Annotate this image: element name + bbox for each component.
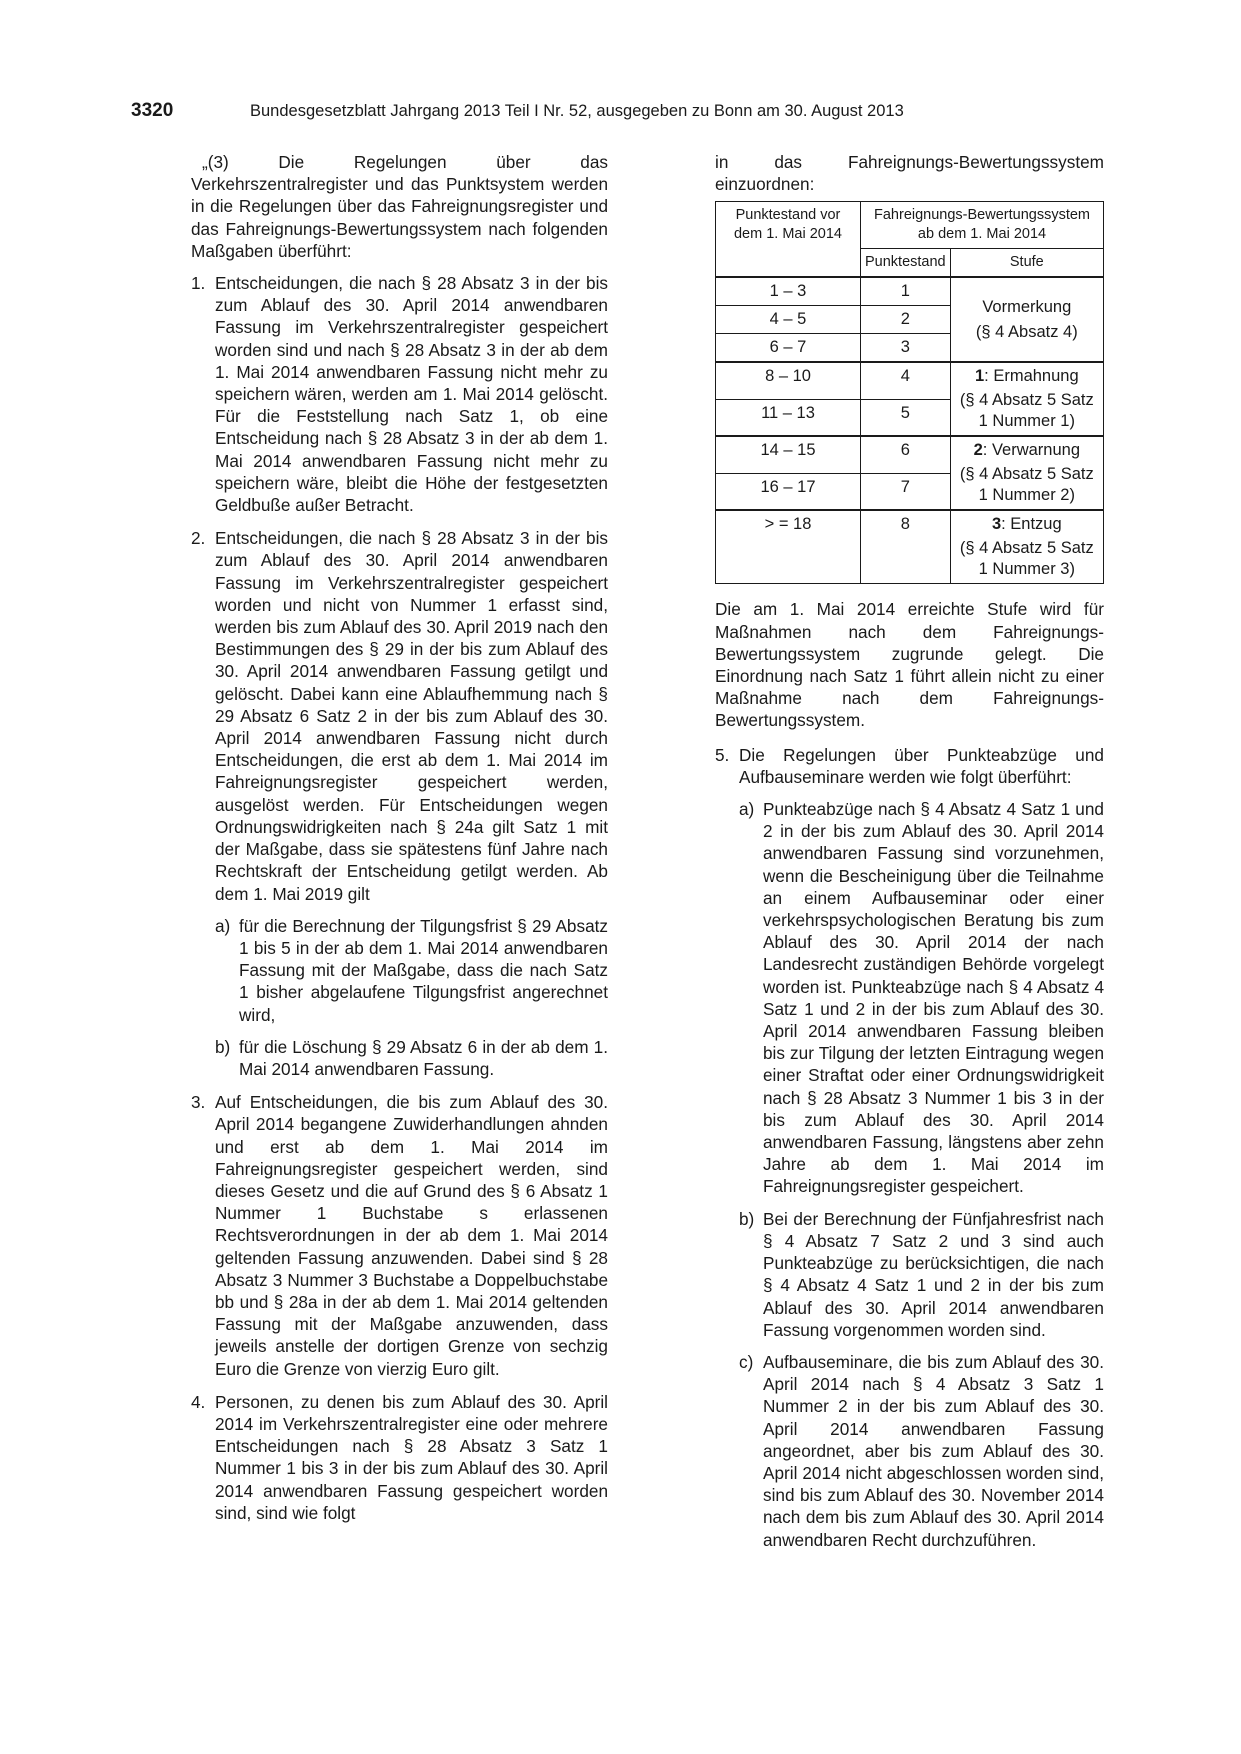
table-cell-stage-1 [950,362,1103,436]
stage-label: Vormerkung [982,297,1072,316]
sub-item-a [739,798,1104,1198]
item-number: 1. [191,273,206,294]
table-cell-range: 16 – 17 [716,473,861,510]
item-number: 5. [715,744,730,765]
sub-item-letter: a) [739,799,755,820]
sub-item-letter: a) [215,915,231,936]
sub-item-text: für die Berechnung der Tilgungsfrist § 29 Absatz 1 bis 5 in der ab dem 1. Mai 2014 anwendbaren Fassung mit der Maßgabe, dass die nach Satz 1 bisher abgelaufene Tilgungsfrist angerechnet wird, [239,915,608,1025]
header-points-before: Punktestand vor dem 1. Mai 2014 [716,202,861,278]
page-number: 3320 [131,100,174,121]
header-points-new: Punktestand [861,249,951,278]
stage-reference: (§ 4 Absatz 5 Satz 1 Nummer 1) [959,391,1094,431]
stage-label [955,366,1099,387]
item-text: Auf Entscheidungen, die bis zum Ablauf des 30. April 2014 begangene Zuwiderhandlungen ahnden und erst ab dem 1. Mai 2014 im Fahreignungsregister gespeichert werden, sind dieses Gesetz und die auf Grund des § 6 Absatz 1 Nummer 1 Buchstabe s erlassenen Rechtsverordnungen in der ab dem 1. Mai 2014 geltenden Fassung anzuwenden. Dabei sind § 28 Absatz 3 Nummer 3 Buchstabe a Doppelbuchstabe bb und § 28a in der ab dem 1. Mai 2014 geltenden Fassung mit der Maßgabe anzuwenden, dass jeweils anstelle der dortigen Grenze von sechzig Euro die Grenze von vierzig Euro gilt. [215,1092,608,1379]
list-item-2 [191,527,608,1080]
item-text: Entscheidungen, die nach § 28 Absatz 3 in der bis zum Ablauf des 30. April 2014 anwendbaren Fassung im Verkehrszentralregister gespeichert worden und nicht von Nummer 1 erfasst sind, werden bis zum Ablauf des 30. April 2019 nach den Bestimmungen des § 29 in der bis zum Ablauf des 30. April 2014 anwendbaren Fassung getilgt und gelöscht. Dabei kann eine Ablaufhemmung nach § 29 Absatz 6 Satz 2 in der bis zum Ablauf des 30. April 2014 anwendbaren Fassung nicht durch Entscheidungen, die erst ab dem 1. Mai 2014 im Fahreignungsregister gespeichert werden, ausgelöst werden. Für Entscheidungen wegen Ordnungswidrigkeiten nach § 24a gilt Satz 1 mit der Maßgabe, dass sie spätestens fünf Jahre nach Rechtskraft der Entscheidung getilgt werden. Ab dem 1. Mai 2019 gilt [215,528,608,904]
item-4-continuation: in das Fahreignungs-Bewertungssystem einzuordnen: [715,152,1104,195]
table-cell-points: 7 [861,473,951,510]
stage-reference: (§ 4 Absatz 4) [975,322,1078,341]
stage-name: : Ermahnung [984,367,1079,386]
stage-number: 2 [973,441,983,460]
stage-reference: (§ 4 Absatz 5 Satz 1 Nummer 3) [959,539,1094,579]
sub-item-letter: b) [215,1036,231,1057]
sub-item-text: für die Löschung § 29 Absatz 6 in der ab dem 1. Mai 2014 anwendbaren Fassung. [239,1036,608,1079]
table-cell-range: 4 – 5 [716,306,861,334]
stage-number: 3 [991,515,1002,534]
stage-label [955,514,1099,535]
table-cell-points: 3 [861,334,951,363]
stage-number: 1 [974,367,985,386]
sub-item-text: Aufbauseminare, die bis zum Ablauf des 30. April 2014 nach § 4 Absatz 3 Satz 1 Nummer 2 in der bis zum Ablauf des 30. April 2014 anwendbaren Fassung angeordnet, aber bis zum Ablauf des 30. April 2014 nicht abgeschlossen worden sind, sind bis zum Ablauf des 30. November 2014 nach dem bis zum Ablauf des 30. April 2014 anwendbaren Recht durchzuführen. [763,1351,1104,1550]
item-number: 2. [191,528,206,549]
table-cell-range: > = 18 [716,510,861,584]
stage-reference: (§ 4 Absatz 5 Satz 1 Nummer 2) [959,465,1094,505]
stage-explanation: Die am 1. Mai 2014 erreichte Stufe wird für Maßnahmen nach dem Fahreignungs-Bewertungssystem zugrunde gelegt. Die Einordnung nach Satz 1 führt allein nicht zu einer Maßnahme nach dem Fahreignungs-Bewertungssystem. [715,599,1104,731]
table-cell-range: 11 – 13 [716,399,861,436]
item-text: Entscheidungen, die nach § 28 Absatz 3 in der bis zum Ablauf des 30. April 2014 anwendbaren Fassung im Verkehrszentralregister gespeichert worden sind und nach § 28 Absatz 3 in der ab dem 1. Mai 2014 anwendbaren Fassung nicht mehr zu speichern wären, werden am 1. Mai 2014 gelöscht. Für die Feststellung nach Satz 1, ob eine Entscheidung nach § 28 Absatz 3 in der ab dem 1. Mai 2014 anwendbaren Fassung nicht mehr zu speichern wäre, bleibt die Höhe der festgesetzten Geldbuße außer Betracht. [215,273,608,516]
paragraph-3-intro: „(3) Die Regelungen über das Verkehrszentralregister und das Punktsystem werden in die Regelungen über das Fahreignungsregister und das Fahreignungs-Bewertungssystem nach folgenden Maßgaben überführt: [191,152,608,261]
stage-name: : Entzug [1001,515,1062,534]
list-item-4 [191,1391,608,1524]
table-cell-range: 8 – 10 [716,362,861,399]
sub-item-letter: c) [739,1351,754,1372]
table-cell-points: 8 [861,510,951,584]
header-stage: Stufe [950,249,1103,278]
sub-item-c [739,1351,1104,1551]
table-cell-stage-0 [950,277,1103,362]
table-cell-points: 5 [861,399,951,436]
table-cell-range: 1 – 3 [716,277,861,306]
stage-name: : Verwarnung [982,441,1081,460]
list-item-3 [191,1091,608,1380]
item-text: Die Regelungen über Punkteabzüge und Aufbauseminare werden wie folgt überführt: [739,744,1104,787]
table-cell-range: 6 – 7 [716,334,861,363]
sub-item-a [215,915,608,1026]
table-cell-range: 14 – 15 [716,436,861,473]
table-cell-points: 4 [861,362,951,399]
table-cell-points: 2 [861,306,951,334]
table-cell-points: 6 [861,436,951,473]
right-column [715,151,1104,1562]
left-column [191,151,608,1535]
table-cell-stage-3 [950,510,1103,584]
sub-item-letter: b) [739,1208,755,1229]
gazette-title: Bundesgesetzblatt Jahrgang 2013 Teil I Nr. 52, ausgegeben zu Bonn am 30. August 2013 [250,102,904,120]
points-conversion-table [715,201,1104,584]
sub-item-text: Punkteabzüge nach § 4 Absatz 4 Satz 1 und 2 in der bis zum Ablauf des 30. April 2014 anwendbaren Fassung sind vorzunehmen, wenn die Bescheinigung über die Teilnahme an einem Aufbauseminar oder einer verkehrspsychologischen Beratung bis zum Ablauf des 30. April 2014 der nach Landesrecht zuständigen Behörde vorgelegt worden ist. Punkteabzüge nach § 4 Absatz 4 Satz 1 und 2 in der bis zum Ablauf des 30. April 2014 anwendbaren Fassung bleiben bis zur Tilgung der letzten Eintragung wegen einer Straftat oder einer Ordnungswidrigkeit nach § 28 Absatz 3 Nummer 1 bis 3 in der bis zum Ablauf des 30. April 2014 anwendbaren Fassung, längstens aber zehn Jahre ab dem 1. Mai 2014 im Fahreignungsregister gespeichert. [763,799,1104,1197]
item-text: Personen, zu denen bis zum Ablauf des 30. April 2014 im Verkehrszentralregister eine oder mehrere Entscheidungen nach § 28 Absatz 3 Satz 1 Nummer 1 bis 3 in der bis zum Ablauf des 30. April 2014 anwendbaren Fassung gespeichert worden sind, sind wie folgt [215,1391,608,1523]
item-number: 3. [191,1092,206,1113]
item-number: 4. [191,1391,206,1412]
sub-item-text: Bei der Berechnung der Fünfjahresfrist nach § 4 Absatz 7 Satz 2 und 3 sind auch Punkteabzüge zu berücksichtigen, die nach § 4 Absatz 4 Satz 1 und 2 in der bis zum Ablauf des 30. April 2014 anwendbaren Fassung vorgenommen worden sind. [763,1208,1104,1340]
sub-item-b [215,1036,608,1080]
sub-item-b [739,1208,1104,1341]
stage-label [955,440,1099,461]
list-item-1 [191,272,608,516]
header-fahreignung-group: Fahreignungs-Bewertungssystem ab dem 1. Mai 2014 [861,202,1104,249]
page-header [131,100,1001,126]
table-cell-stage-2 [950,436,1103,510]
list-item-5 [715,744,1104,1551]
table-cell-points: 1 [861,277,951,306]
